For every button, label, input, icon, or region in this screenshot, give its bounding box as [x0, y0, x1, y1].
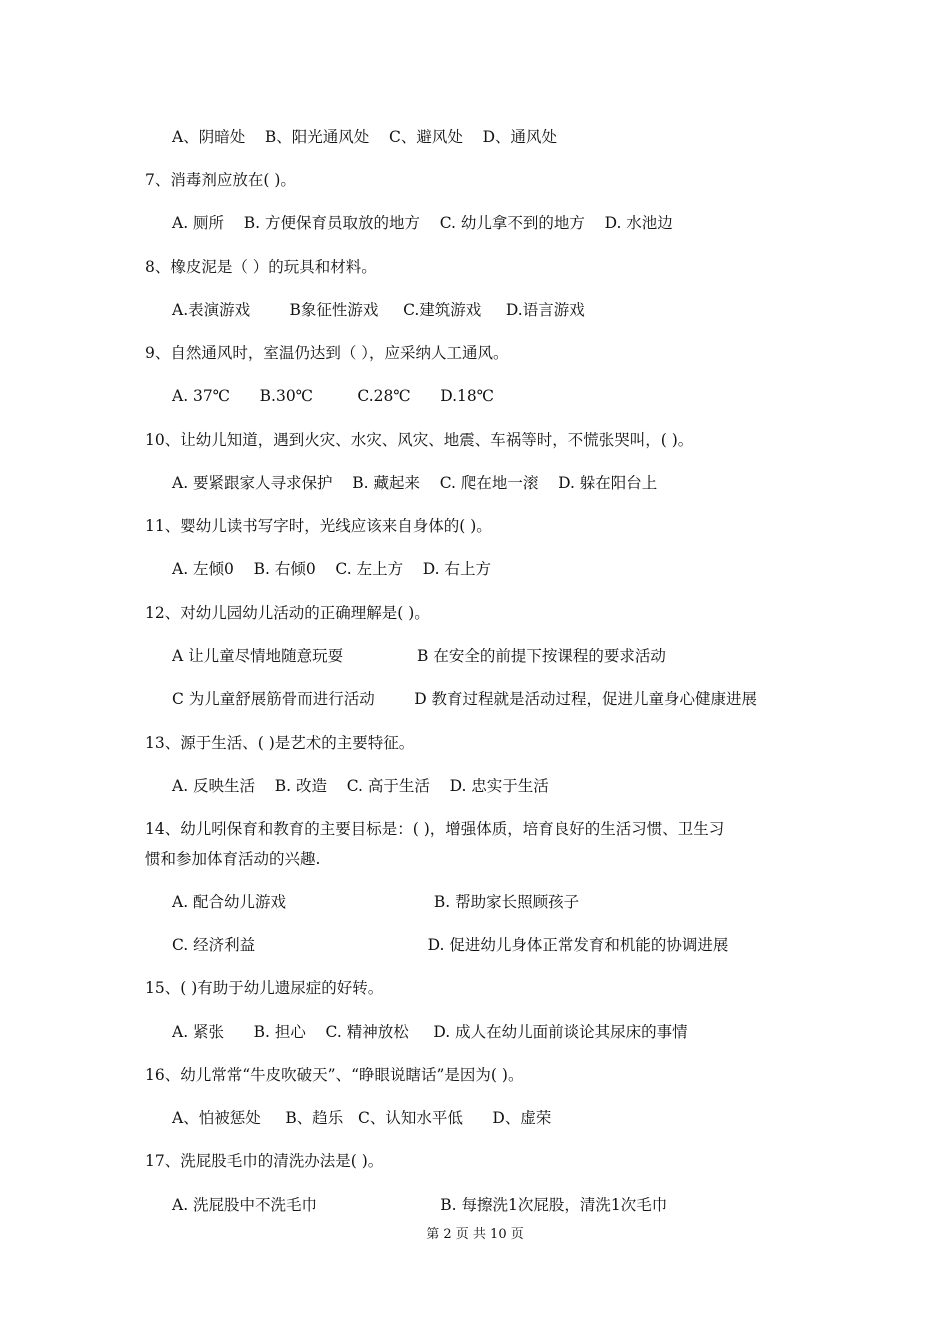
question-10-options: A. 要紧跟家人寻求保护 B. 藏起来 C. 爬在地一滚 D. 躲在阳台上: [172, 474, 658, 492]
question-16-options: A、怕被惩处 B、趋乐 C、认知水平低 D、虚荣: [172, 1109, 552, 1127]
question-13: 13、源于生活、( )是艺术的主要特征。: [145, 734, 415, 752]
question-11: 11、婴幼儿读书写字时，光线应该来自身体的( )。: [145, 517, 492, 535]
page-number-footer: 第 2 页 共 10 页: [426, 1227, 524, 1242]
question-16: 16、幼儿常常“牛皮吹破天”、“睁眼说瞎话”是因为( )。: [145, 1066, 524, 1084]
question-9-options: A. 37℃ B.30℃ C.28℃ D.18℃: [172, 387, 495, 405]
question-7: 7、消毒剂应放在( )。: [145, 171, 296, 189]
question-14-options-ab: A. 配合幼儿游戏 B. 帮助家长照顾孩子: [172, 893, 580, 911]
question-14-continued: 惯和参加体育活动的兴趣.: [145, 850, 321, 868]
question-6-options: A、阴暗处 B、阳光通风处 C、避风处 D、通风处: [172, 128, 557, 146]
question-17: 17、洗屁股毛巾的清洗办法是( )。: [145, 1152, 384, 1170]
question-10: 10、让幼儿知道，遇到火灾、水灾、风灾、地震、车祸等时，不慌张哭叫，( )。: [145, 431, 694, 449]
question-13-options: A. 反映生活 B. 改造 C. 高于生活 D. 忠实于生活: [172, 777, 549, 795]
question-11-options: A. 左倾0 B. 右倾0 C. 左上方 D. 右上方: [172, 560, 492, 578]
question-12: 12、对幼儿园幼儿活动的正确理解是( )。: [145, 604, 430, 622]
question-17-options: A. 洗屁股中不洗毛巾 B. 每擦洗1次屁股，清洗1次毛巾: [172, 1196, 668, 1214]
question-9: 9、自然通风时，室温仍达到（ ），应采纳人工通风。: [145, 344, 509, 362]
question-8-options: A.表演游戏 B象征性游戏 C.建筑游戏 D.语言游戏: [172, 301, 585, 319]
question-14: 14、幼儿吲保育和教育的主要目标是：( )，增强体质，培育良好的生活习惯、卫生习: [145, 820, 725, 838]
question-7-options: A. 厕所 B. 方便保育员取放的地方 C. 幼儿拿不到的地方 D. 水池边: [172, 214, 673, 232]
question-12-options-cd: C 为儿童舒展筋骨而进行活动 D 教育过程就是活动过程，促进儿童身心健康进展: [172, 690, 758, 708]
question-12-options-ab: A 让儿童尽情地随意玩耍 B 在安全的前提下按课程的要求活动: [172, 647, 666, 665]
question-15-options: A. 紧张 B. 担心 C. 精神放松 D. 成人在幼儿面前谈论其尿床的事情: [172, 1023, 688, 1041]
question-15: 15、( )有助于幼儿遗尿症的好转。: [145, 979, 384, 997]
question-8: 8、橡皮泥是（ ）的玩具和材料。: [145, 258, 377, 276]
question-14-options-cd: C. 经济利益 D. 促进幼儿身体正常发育和机能的协调进展: [172, 936, 729, 954]
